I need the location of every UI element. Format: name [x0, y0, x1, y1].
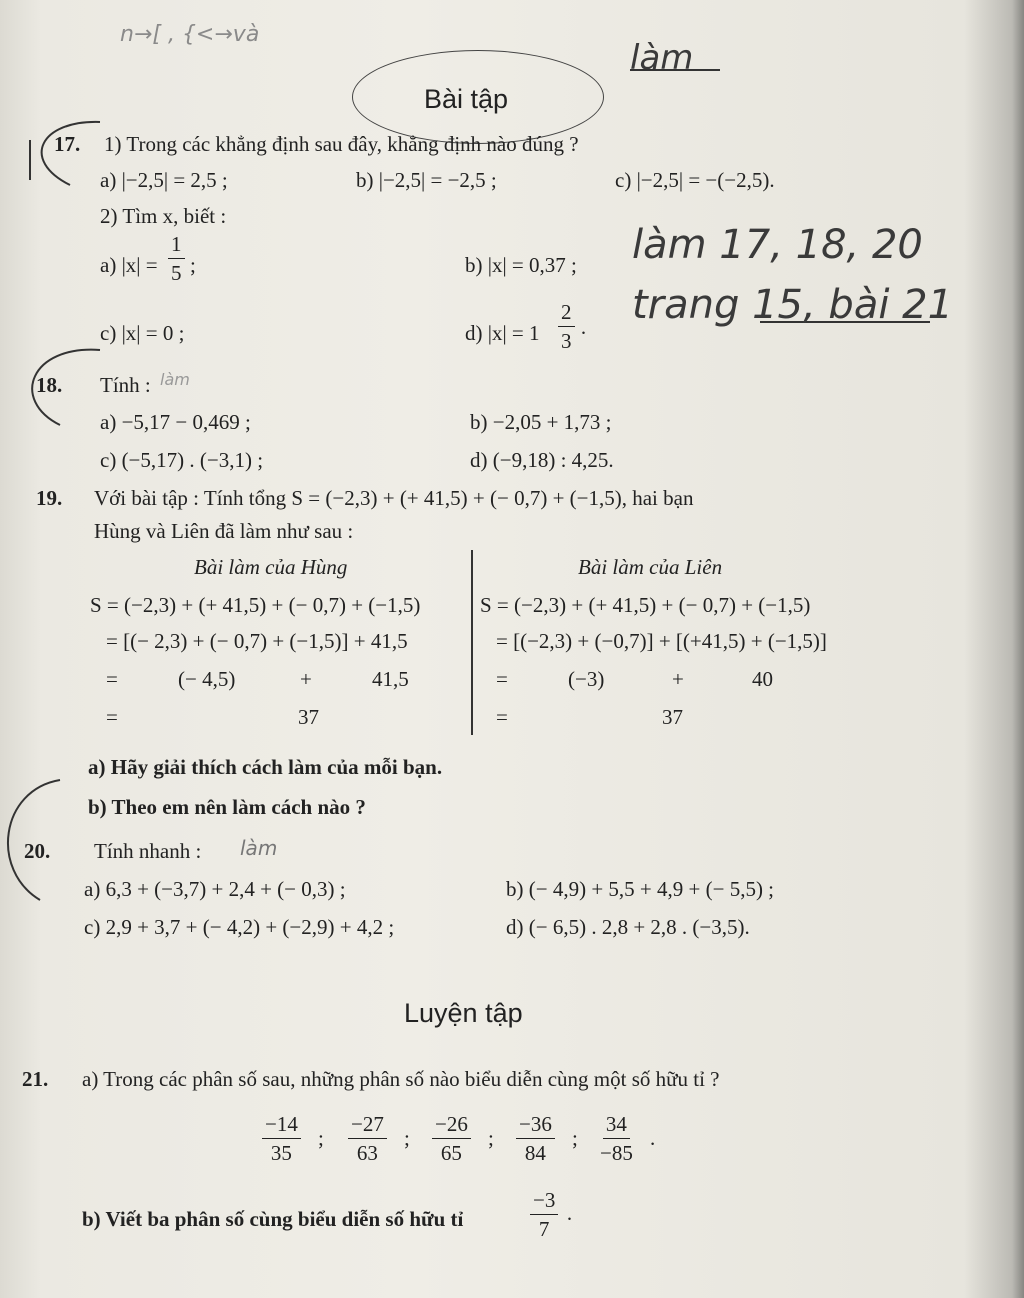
ex17-xd-prefix: d) |x| = 1: [465, 321, 540, 345]
ex21-b-text: b) Viết ba phân số cùng biểu diễn số hữu tỉ: [82, 1207, 464, 1231]
hung-row3-a: (− 4,5): [178, 667, 236, 691]
section-title-bai-tap: Bài tập: [424, 84, 509, 114]
lien-title: Bài làm của Liên: [578, 555, 723, 579]
fraction-numerator: −3: [530, 1188, 558, 1215]
ex19-number: 19.: [36, 486, 63, 510]
lien-row3-op: +: [672, 667, 684, 691]
ex18-b: b) −2,05 + 1,73 ;: [470, 410, 612, 434]
lien-row2: = [(−2,3) + (−0,7)] + [(+41,5) + (−1,5)]: [496, 629, 827, 653]
ex20-title: Tính nhanh :: [94, 839, 202, 863]
ex20-b: b) (− 4,9) + 5,5 + 4,9 + (− 5,5) ;: [506, 877, 775, 901]
hung-row4-val: 37: [298, 705, 319, 729]
ex21-fraction-4: [516, 1112, 555, 1165]
ex21-b-fraction: [530, 1188, 558, 1241]
lien-row3-b: 40: [752, 667, 773, 691]
hung-row3-b: 41,5: [372, 667, 409, 691]
ex17-b: b) |−2,5| = −2,5 ;: [356, 168, 497, 192]
ex20-d: d) (− 6,5) . 2,8 + 2,8 . (−3,5).: [506, 915, 750, 939]
fraction-denominator: 65: [440, 1141, 462, 1165]
ex18-c: c) (−5,17) . (−3,1) ;: [100, 448, 264, 472]
fraction-separator: ;: [572, 1126, 578, 1150]
handwritten-ex20-note: làm: [240, 836, 278, 860]
handwritten-note-line2: trang 15, bài 21: [632, 282, 954, 328]
ex18-number: 18.: [36, 373, 63, 397]
handwritten-ex18-note: làm: [160, 370, 190, 389]
fraction-denominator: 5: [171, 261, 182, 285]
fraction-numerator: −27: [348, 1112, 387, 1139]
fraction-numerator: 2: [558, 300, 575, 327]
ex17-number: 17.: [54, 132, 81, 156]
ex17-xd-fraction: [558, 300, 575, 353]
ex18-a: a) −5,17 − 0,469 ;: [100, 410, 251, 434]
fraction-numerator: −36: [516, 1112, 555, 1139]
ex21-b-end: ·: [566, 1207, 573, 1231]
fraction-numerator: −26: [432, 1112, 471, 1139]
fraction-separator: ;: [488, 1126, 494, 1150]
ex21-number: 21.: [22, 1067, 49, 1091]
ex20-a: a) 6,3 + (−3,7) + 2,4 + (− 0,3) ;: [84, 877, 346, 901]
section-title-luyen-tap: Luyện tập: [404, 998, 523, 1028]
hung-row1: S = (−2,3) + (+ 41,5) + (− 0,7) + (−1,5): [90, 593, 421, 617]
fraction-numerator: 1: [168, 232, 185, 259]
ex17-part1: 1) Trong các khẳng định sau đây, khẳng định nào đúng ?: [104, 132, 579, 156]
fraction-denominator: 3: [561, 329, 572, 353]
ex18-d: d) (−9,18) : 4,25.: [470, 448, 614, 472]
fraction-numerator: −14: [262, 1112, 301, 1139]
hung-row3-eq: =: [106, 667, 118, 691]
fraction-denominator: 63: [356, 1141, 378, 1165]
ex20-c: c) 2,9 + 3,7 + (− 4,2) + (−2,9) + 4,2 ;: [84, 915, 395, 939]
handwritten-note-line1: làm 17, 18, 20: [632, 222, 923, 268]
lien-row3-eq: =: [496, 667, 508, 691]
fraction-denominator: 84: [524, 1141, 546, 1165]
ex21-fraction-3: [432, 1112, 471, 1165]
fraction-separator: ;: [318, 1126, 324, 1150]
ex21-fraction-5: [600, 1112, 633, 1165]
ex19-line1: Với bài tập : Tính tổng S = (−2,3) + (+ 41,5) + (− 0,7) + (−1,5), hai bạn: [94, 486, 694, 510]
ex17-a: a) |−2,5| = 2,5 ;: [100, 168, 228, 192]
handwritten-top-note: n→[ , {<→và: [120, 22, 260, 47]
solution-divider: [471, 550, 473, 735]
ex17-xd-suffix: ·: [580, 321, 587, 345]
ex19-question-a: a) Hãy giải thích cách làm của mỗi bạn.: [88, 755, 443, 779]
hung-row2: = [(− 2,3) + (− 0,7) + (−1,5)] + 41,5: [106, 629, 408, 653]
ex17-xb: b) |x| = 0,37 ;: [465, 253, 577, 277]
fraction-separator: ;: [404, 1126, 410, 1150]
lien-row3-a: (−3): [568, 667, 605, 691]
ex17-xa-prefix: a) |x| =: [100, 253, 158, 277]
ex21-fraction-2: [348, 1112, 387, 1165]
ex20-number: 20.: [24, 839, 51, 863]
hung-row3-op: +: [300, 667, 312, 691]
lien-row1: S = (−2,3) + (+ 41,5) + (− 0,7) + (−1,5): [480, 593, 811, 617]
fraction-denominator: 35: [270, 1141, 292, 1165]
ex21-fraction-1: [262, 1112, 301, 1165]
lien-row4-eq: =: [496, 705, 508, 729]
ex17-xc: c) |x| = 0 ;: [100, 321, 185, 345]
ex21-a-text: a) Trong các phân số sau, những phân số nào biểu diễn cùng một số hữu tỉ ?: [82, 1067, 720, 1091]
fraction-numerator: 34: [603, 1112, 630, 1139]
ex19-question-b: b) Theo em nên làm cách nào ?: [88, 795, 366, 819]
fraction-denominator: 7: [538, 1217, 550, 1241]
ex17-part2: 2) Tìm x, biết :: [100, 204, 227, 228]
fraction-end: .: [650, 1126, 656, 1150]
ex18-title: Tính :: [100, 373, 151, 397]
hung-title: Bài làm của Hùng: [194, 555, 348, 579]
handwritten-top-right-note: làm: [630, 38, 694, 78]
ex17-xa-fraction: [168, 232, 185, 285]
lien-row4-val: 37: [662, 705, 683, 729]
ex17-xa-suffix: ;: [190, 253, 196, 277]
ex17-c: c) |−2,5| = −(−2,5).: [615, 168, 775, 192]
ex19-line2: Hùng và Liên đã làm như sau :: [94, 519, 354, 543]
fraction-denominator: −85: [600, 1141, 633, 1165]
hung-row4-eq: =: [106, 705, 118, 729]
